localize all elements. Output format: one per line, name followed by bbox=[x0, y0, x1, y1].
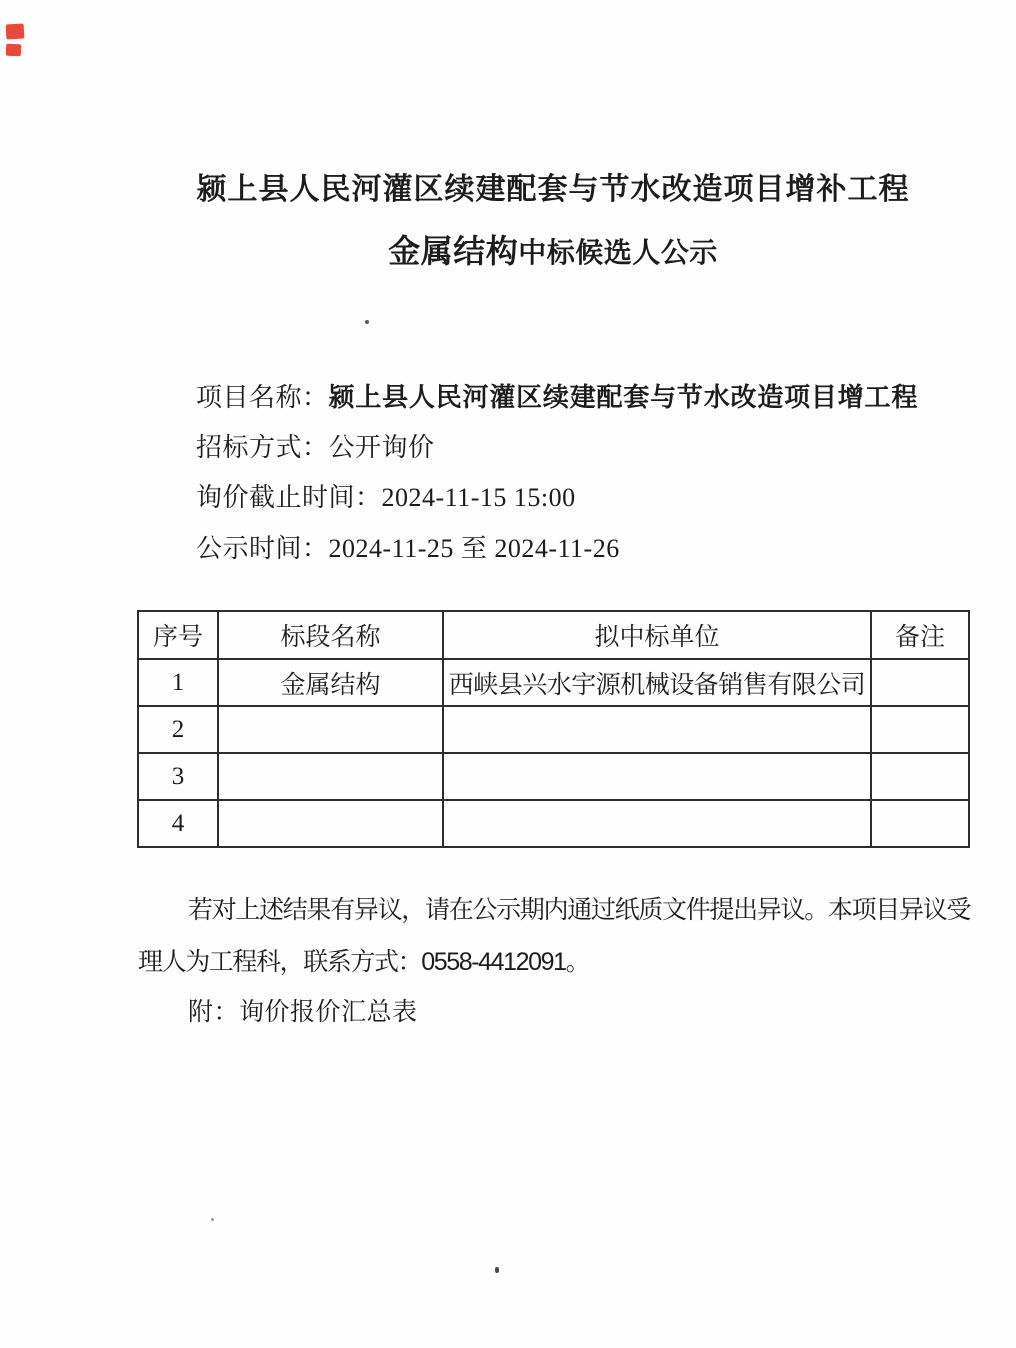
header-section-name: 标段名称 bbox=[218, 611, 443, 659]
cell-remarks bbox=[871, 659, 969, 706]
info-line-bid-method bbox=[196, 422, 976, 472]
cell-section-name: 金属结构 bbox=[218, 659, 443, 706]
cell-remarks bbox=[871, 753, 969, 800]
cell-seq: 2 bbox=[138, 706, 218, 753]
table-row bbox=[138, 800, 969, 847]
info-value: 2024-11-25 至 2024-11-26 bbox=[328, 534, 620, 563]
title-emphasis: 金属结构 bbox=[388, 233, 519, 269]
document-title-line1: 颍上县人民河灌区续建配套与节水改造项目增补工程 bbox=[196, 173, 910, 206]
project-info bbox=[196, 372, 976, 574]
info-value: 2024-11-15 15:00 bbox=[381, 483, 576, 512]
title-rest: 中标候选人公示 bbox=[518, 237, 718, 268]
table-row bbox=[138, 706, 969, 753]
bid-result-table bbox=[137, 610, 970, 848]
cell-section-name bbox=[218, 706, 443, 753]
info-value: 颍上县人民河灌区续建配套与节水改造项目增工程 bbox=[328, 382, 919, 412]
scan-speck bbox=[211, 1218, 214, 1221]
table-row bbox=[138, 659, 969, 706]
cell-winning-unit: 西峡县兴水宇源机械设备销售有限公司 bbox=[443, 659, 871, 706]
table-header-row bbox=[138, 611, 969, 659]
document-title-line2 bbox=[138, 226, 968, 272]
info-label: 项目名称： bbox=[196, 382, 329, 412]
info-label: 询价截止时间： bbox=[196, 482, 382, 512]
header-winning-unit: 拟中标单位 bbox=[443, 611, 871, 659]
header-remarks: 备注 bbox=[871, 611, 969, 659]
cell-winning-unit bbox=[443, 800, 871, 847]
cell-remarks bbox=[871, 800, 969, 847]
cell-section-name bbox=[218, 800, 443, 847]
info-value: 公开询价 bbox=[328, 432, 435, 462]
info-line-project-name bbox=[196, 372, 976, 422]
cell-seq: 4 bbox=[138, 800, 218, 847]
info-line-deadline bbox=[196, 472, 976, 523]
cell-winning-unit bbox=[443, 753, 871, 800]
cell-seq: 3 bbox=[138, 753, 218, 800]
red-stamp-fragment-top bbox=[6, 24, 25, 40]
red-stamp-fragment-bottom bbox=[6, 44, 21, 57]
objection-paragraph: 若对上述结果有异议，请在公示期内通过纸质文件提出异议。本项目异议受理人为工程科，联系方式：0558-4412091。 bbox=[138, 896, 970, 976]
scan-speck bbox=[365, 320, 369, 324]
cell-remarks bbox=[871, 706, 969, 753]
header-seq: 序号 bbox=[138, 611, 218, 659]
info-label: 招标方式： bbox=[196, 432, 329, 462]
table-row bbox=[138, 753, 969, 800]
cell-section-name bbox=[218, 753, 443, 800]
info-line-publicity-period bbox=[196, 523, 976, 574]
info-label: 公示时间： bbox=[196, 533, 329, 563]
scan-speck bbox=[495, 1267, 499, 1273]
cell-seq: 1 bbox=[138, 659, 218, 706]
attachment-note: 附：询价报价汇总表 bbox=[188, 998, 418, 1026]
cell-winning-unit bbox=[443, 706, 871, 753]
